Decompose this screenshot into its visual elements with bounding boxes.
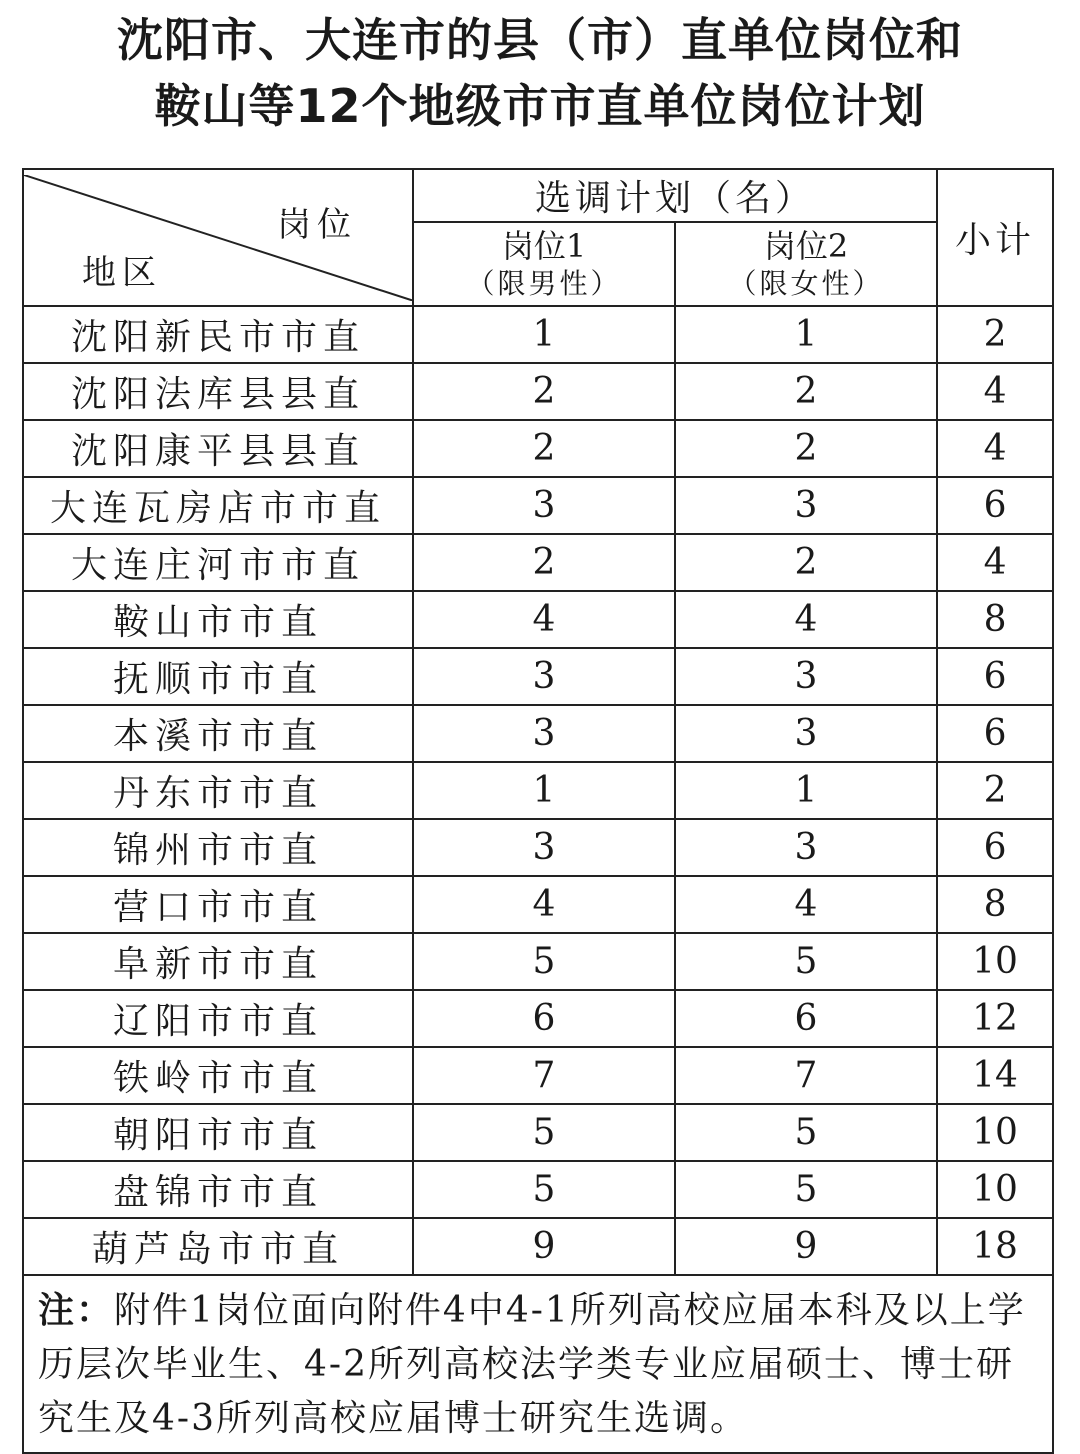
region-cell: 沈阳康平县县直	[23, 420, 413, 477]
subtotal-cell: 6	[937, 819, 1053, 876]
diagonal-header-cell	[23, 169, 413, 306]
table-row	[23, 1104, 1053, 1161]
position2-count-cell: 1	[675, 306, 937, 363]
table-row	[23, 990, 1053, 1047]
position1-count-cell: 2	[413, 420, 675, 477]
position1-count-cell: 2	[413, 534, 675, 591]
position2-count-cell: 5	[675, 1161, 937, 1218]
position1-count-cell: 5	[413, 933, 675, 990]
region-cell: 沈阳新民市市直	[23, 306, 413, 363]
subtotal-cell: 6	[937, 705, 1053, 762]
table-row	[23, 705, 1053, 762]
subtotal-cell: 10	[937, 1161, 1053, 1218]
table-row	[23, 591, 1053, 648]
header-plan: 选调计划（名）	[413, 169, 937, 222]
table-row	[23, 306, 1053, 363]
region-cell: 鞍山市市直	[23, 591, 413, 648]
position1-count-cell: 1	[413, 762, 675, 819]
note-label: 注：	[38, 1288, 115, 1331]
position1-count-cell: 6	[413, 990, 675, 1047]
region-cell: 沈阳法库县县直	[23, 363, 413, 420]
table-row	[23, 933, 1053, 990]
region-cell: 锦州市市直	[23, 819, 413, 876]
subtotal-cell: 18	[937, 1218, 1053, 1275]
table-row	[23, 819, 1053, 876]
table-row	[23, 648, 1053, 705]
position1-count-cell: 3	[413, 819, 675, 876]
subtotal-cell: 14	[937, 1047, 1053, 1104]
region-cell: 抚顺市市直	[23, 648, 413, 705]
table-row	[23, 1047, 1053, 1104]
document-title-line1: 沈阳市、大连市的县（市）直单位岗位和	[117, 13, 963, 67]
position2-count-cell: 4	[675, 591, 937, 648]
document-title-line2: 鞍山等12个地级市市直单位岗位计划	[154, 79, 926, 133]
position1-count-cell: 7	[413, 1047, 675, 1104]
region-cell: 铁岭市市直	[23, 1047, 413, 1104]
subtotal-cell: 4	[937, 534, 1053, 591]
position2-title: 岗位2	[763, 227, 849, 265]
header-position2	[675, 222, 937, 306]
position1-count-cell: 5	[413, 1161, 675, 1218]
position1-count-cell: 5	[413, 1104, 675, 1161]
note-row	[23, 1275, 1053, 1453]
table-row	[23, 363, 1053, 420]
position2-count-cell: 1	[675, 762, 937, 819]
subtotal-cell: 10	[937, 933, 1053, 990]
subtotal-cell: 8	[937, 876, 1053, 933]
region-cell: 丹东市市直	[23, 762, 413, 819]
position2-count-cell: 7	[675, 1047, 937, 1104]
region-cell: 本溪市市直	[23, 705, 413, 762]
subtotal-cell: 6	[937, 477, 1053, 534]
table-row	[23, 420, 1053, 477]
position2-count-cell: 5	[675, 1104, 937, 1161]
position1-count-cell: 3	[413, 705, 675, 762]
table-row	[23, 1218, 1053, 1275]
region-cell: 营口市市直	[23, 876, 413, 933]
position2-count-cell: 3	[675, 705, 937, 762]
table-row	[23, 477, 1053, 534]
region-cell: 盘锦市市直	[23, 1161, 413, 1218]
position2-count-cell: 6	[675, 990, 937, 1047]
position2-count-cell: 3	[675, 477, 937, 534]
table-row	[23, 1161, 1053, 1218]
position1-count-cell: 2	[413, 363, 675, 420]
region-cell: 辽阳市市直	[23, 990, 413, 1047]
subtotal-cell: 12	[937, 990, 1053, 1047]
header-position-label: 岗位	[277, 204, 357, 245]
position1-count-cell: 1	[413, 306, 675, 363]
position1-count-cell: 3	[413, 648, 675, 705]
table-row	[23, 534, 1053, 591]
position2-count-cell: 4	[675, 876, 937, 933]
position2-count-cell: 2	[675, 363, 937, 420]
position2-count-cell: 3	[675, 819, 937, 876]
position2-count-cell: 5	[675, 933, 937, 990]
position1-count-cell: 9	[413, 1218, 675, 1275]
position-plan-table	[22, 168, 1054, 1454]
position2-count-cell: 3	[675, 648, 937, 705]
position1-note: （限男性）	[466, 267, 622, 300]
region-cell: 阜新市市直	[23, 933, 413, 990]
note-cell	[23, 1275, 1053, 1453]
position1-title: 岗位1	[501, 227, 587, 265]
header-region-label: 地区	[82, 252, 162, 293]
position2-note: （限女性）	[728, 267, 884, 300]
position1-count-cell: 3	[413, 477, 675, 534]
position2-count-cell: 2	[675, 534, 937, 591]
position1-count-cell: 4	[413, 591, 675, 648]
subtotal-cell: 10	[937, 1104, 1053, 1161]
subtotal-cell: 8	[937, 591, 1053, 648]
subtotal-cell: 4	[937, 363, 1053, 420]
region-cell: 朝阳市市直	[23, 1104, 413, 1161]
header-subtotal: 小计	[937, 169, 1053, 306]
table-row	[23, 876, 1053, 933]
header-position1	[413, 222, 675, 306]
subtotal-cell: 4	[937, 420, 1053, 477]
region-cell: 大连庄河市市直	[23, 534, 413, 591]
position1-count-cell: 4	[413, 876, 675, 933]
position2-count-cell: 9	[675, 1218, 937, 1275]
note-text: 附件1岗位面向附件4中4-1所列高校应届本科及以上学历层次毕业生、4-2所列高校法学类专业应届硕士、博士研究生及4-3所列高校应届博士研究生选调。	[38, 1289, 1026, 1439]
subtotal-cell: 2	[937, 306, 1053, 363]
table-row	[23, 762, 1053, 819]
subtotal-cell: 6	[937, 648, 1053, 705]
position2-count-cell: 2	[675, 420, 937, 477]
subtotal-cell: 2	[937, 762, 1053, 819]
region-cell: 大连瓦房店市市直	[23, 477, 413, 534]
region-cell: 葫芦岛市市直	[23, 1218, 413, 1275]
header-row-1	[23, 169, 1053, 222]
